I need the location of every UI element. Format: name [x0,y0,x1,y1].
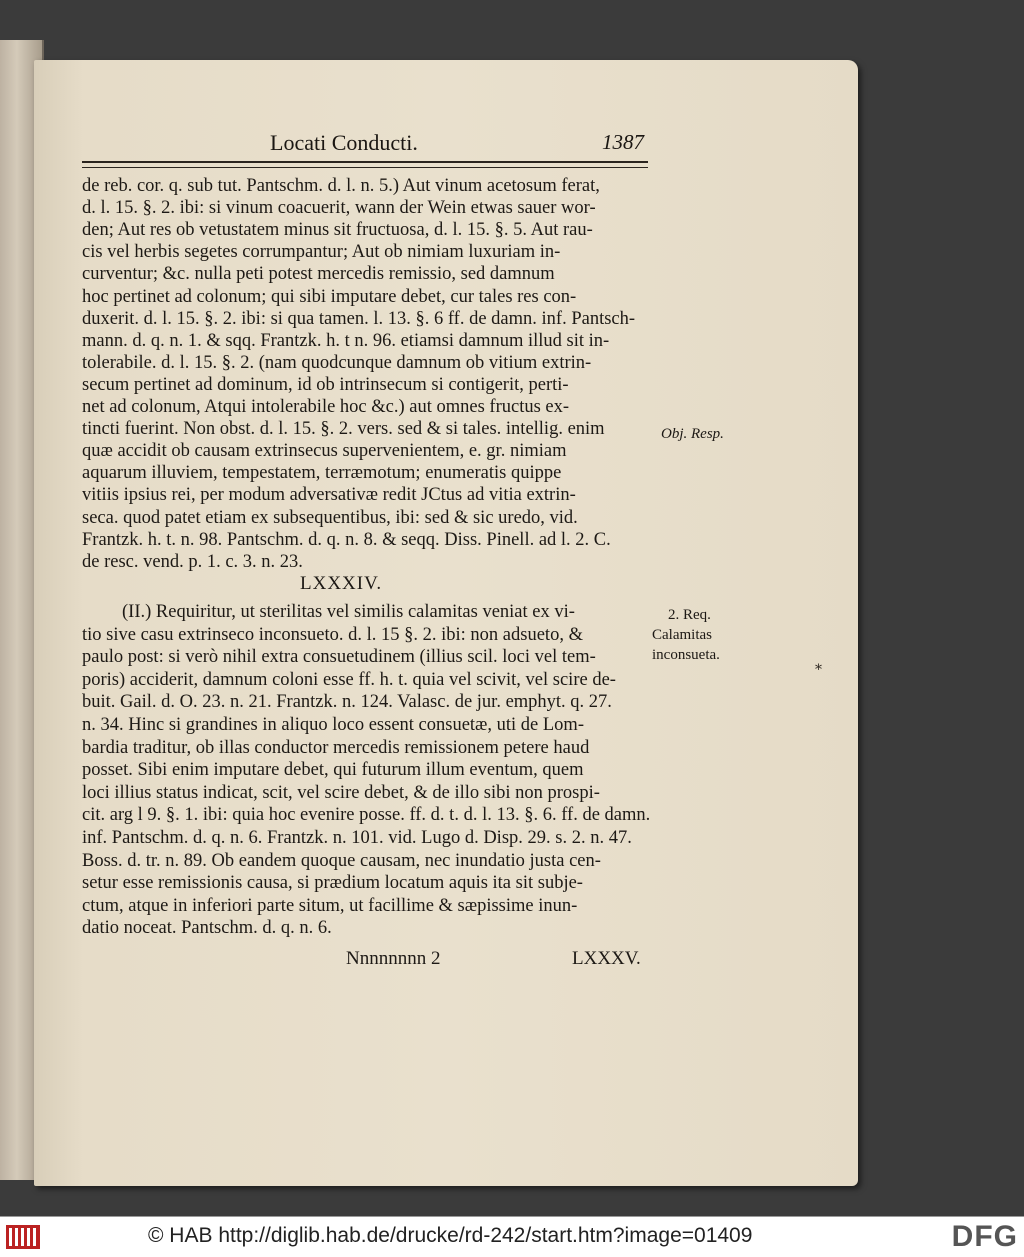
text-line: cit. arg l 9. §. 1. ibi: quia hoc evenire posse. ff. d. t. d. l. 13. §. 6. ff. de damn. [82,805,650,826]
text-line: seca. quod patet etiam ex subsequentibus, ibi: sed & sic uredo, vid. [82,507,578,528]
text-line: duxerit. d. l. 15. §. 2. ibi: si qua tamen. l. 13. §. 6 ff. de damn. inf. Pantsch- [82,308,636,329]
library-logo-icon [6,1223,40,1251]
text-line: net ad colonum, Atqui intolerabile hoc &c.) aut omnes fructus ex- [82,397,570,417]
ink-speck: * [815,662,822,678]
text-line: loci illius status indicat, scit, vel scire debet, & de illo sibi non prospi- [82,782,600,803]
text-line: de reb. cor. q. sub tut. Pantschm. d. l. n. 5.) Aut vinum acetosum ferat, [82,176,600,196]
page-number: 1387 [602,130,644,154]
text-line: curventur; &c. nulla peti potest mercedis remissio, sed damnum [82,264,555,285]
text-line: hoc pertinet ad colonum; qui sibi imputare debet, cur tales res con- [82,286,577,307]
text-line: (II.) Requiritur, ut sterilitas vel similis calamitas veniat ex vi- [122,602,575,622]
section-heading: LXXXIV. [300,573,383,594]
text-line: poris) acciderit, damnum coloni esse ff. h. t. quia vel scivit, vel scire de- [82,669,616,690]
text-line: Boss. d. tr. n. 89. Ob eandem quoque causam, nec inundatio justa cen- [82,850,601,871]
text-line: aquarum illuviem, tempestatem, terræmotum; enumeratis quippe [82,463,562,484]
footer-bar [0,1216,1024,1257]
text-line: quæ accidit ob causam extrinsecus supervenientem, e. gr. nimiam [82,441,567,462]
margin-note-inconsueta: inconsueta. [652,647,720,663]
text-line: de resc. vend. p. 1. c. 3. n. 23. [82,551,303,572]
text-line: tincti fuerint. Non obst. d. l. 15. §. 2. vers. sed & si tales. intellig. enim [82,419,605,440]
signature-mark: Nnnnnnnn 2 [346,948,441,969]
page-header [270,128,650,160]
text-line: posset. Sibi enim imputare debet, qui futurum illum eventum, quem [82,760,584,781]
text-line: setur esse remissionis causa, si prædium locatum aquis ita sit subje- [82,873,583,894]
catchword: LXXXV. [572,948,641,969]
text-line: Frantzk. h. t. n. 98. Pantschm. d. q. n. 8. & seqq. Diss. Pinell. ad l. 2. C. [82,529,611,550]
margin-note-req: 2. Req. [668,607,711,623]
text-line: den; Aut res ob vetustatem minus sit fructuosa, d. l. 15. §. 5. Aut rau- [82,220,593,241]
text-line: secum pertinet ad dominum, id ob intrinsecum si contigerit, perti- [82,374,569,395]
text-line: tolerabile. d. l. 15. §. 2. (nam quodcunque damnum ob vitium extrin- [82,352,592,373]
margin-note-calamitas: Calamitas [652,627,712,643]
text-line: mann. d. q. n. 1. & sqq. Frantzk. h. t n. 96. etiamsi damnum illud sit in- [82,330,610,351]
text-line: vitiis ipsius rei, per modum adversativæ redit JCtus ad vitia extrin- [82,485,576,506]
text-line: tio sive casu extrinseco inconsueto. d. l. 15 §. 2. ibi: non adsueto, & [82,624,583,645]
header-rule [82,161,648,168]
dfg-logo: DFG [951,1220,1018,1253]
text-line: ctum, atque in inferiori parte situm, ut facillime & sæpissime inun- [82,895,578,916]
margin-note-obj-resp: Obj. Resp. [661,426,724,442]
running-title: Locati Conducti. [270,130,418,155]
text-line: cis vel herbis segetes corrumpantur; Aut ob nimiam luxuriam in- [82,242,561,263]
text-line: bardia traditur, ob illas conductor mercedis remissionem petere haud [82,737,590,758]
text-line: n. 34. Hinc si grandines in aliquo loco essent consuetæ, uti de Lom- [82,715,584,735]
text-line: paulo post: si verò nihil extra consuetudinem (illius scil. loci vel tem- [82,647,596,668]
text-line: inf. Pantschm. d. q. n. 6. Frantzk. n. 101. vid. Lugo d. Disp. 29. s. 2. n. 47. [82,828,632,848]
copyright-link[interactable]: © HAB http://diglib.hab.de/drucke/rd-242/start.htm?image=01409 [148,1224,753,1247]
text-line: d. l. 15. §. 2. ibi: si vinum coacuerit, wann der Wein etwas sauer wor- [82,198,596,219]
text-line: datio noceat. Pantschm. d. q. n. 6. [82,918,332,939]
text-line: buit. Gail. d. O. 23. n. 21. Frantzk. n. 124. Valasc. de jur. emphyt. q. 27. [82,692,612,713]
